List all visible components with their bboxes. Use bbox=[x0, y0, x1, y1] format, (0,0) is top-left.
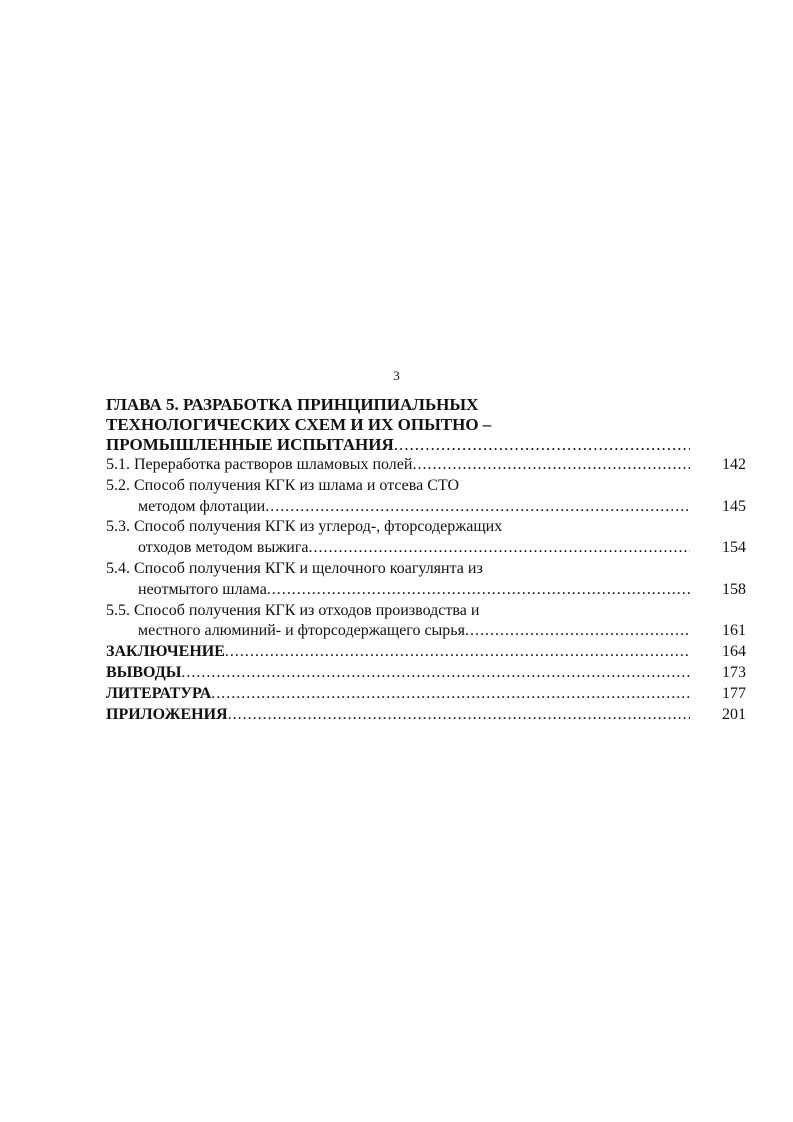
dot-leader bbox=[394, 435, 690, 455]
toc-entry-text: неотмытого шлама bbox=[138, 580, 267, 598]
chapter-title-last-line: ПРОМЫШЛЕННЫЕ ИСПЫТАНИЯ bbox=[106, 435, 394, 454]
table-of-contents bbox=[106, 395, 746, 725]
dot-leader bbox=[465, 621, 690, 642]
toc-entry-text: методом флотации bbox=[138, 497, 266, 515]
dot-leader bbox=[228, 705, 690, 726]
toc-entry-text: 5.1. Переработка растворов шламовых полей bbox=[106, 456, 413, 473]
dot-leader bbox=[181, 663, 690, 684]
chapter-5-entry[interactable] bbox=[106, 435, 746, 455]
toc-entry-findings[interactable] bbox=[106, 663, 746, 684]
toc-page-number: 173 bbox=[722, 663, 746, 681]
dot-leader bbox=[211, 684, 690, 705]
toc-page-number: 158 bbox=[722, 580, 746, 598]
toc-entry-5-5[interactable] bbox=[106, 621, 746, 642]
toc-page-number: 154 bbox=[722, 539, 746, 557]
toc-entry-appendices[interactable] bbox=[106, 705, 746, 726]
dot-leader bbox=[265, 497, 690, 518]
toc-entry-text: ПРИЛОЖЕНИЯ bbox=[106, 705, 228, 723]
toc-entry-5-2[interactable] bbox=[106, 497, 746, 518]
toc-entry-literature[interactable] bbox=[106, 684, 746, 705]
toc-entry-5-3-first-line: 5.3. Способ получения КГК из углерод-, фторсодержащих bbox=[106, 518, 503, 536]
toc-entry-text: ЗАКЛЮЧЕНИЕ bbox=[106, 643, 225, 661]
chapter-title-line: ГЛАВА 5. РАЗРАБОТКА ПРИНЦИПИАЛЬНЫХ bbox=[106, 395, 479, 414]
dot-leader bbox=[412, 455, 690, 476]
toc-entry-5-2-first-line: 5.2. Способ получения КГК из шлама и отсева СТО bbox=[106, 476, 460, 494]
toc-entry-5-1[interactable] bbox=[106, 455, 746, 476]
toc-entry-text: местного алюминий- и фторсодержащего сырья bbox=[138, 622, 465, 640]
toc-entry-conclusion[interactable] bbox=[106, 642, 746, 663]
toc-entry-5-4[interactable] bbox=[106, 580, 746, 601]
dot-leader bbox=[225, 642, 690, 663]
toc-entry-5-3[interactable] bbox=[106, 538, 746, 559]
chapter-5-heading bbox=[106, 395, 746, 435]
dot-leader bbox=[267, 580, 690, 601]
toc-entry-text: ВЫВОДЫ bbox=[106, 663, 182, 681]
toc-page-number: 177 bbox=[722, 684, 746, 702]
toc-entry-text: ЛИТЕРАТУРА bbox=[106, 684, 212, 702]
page-number: 3 bbox=[393, 368, 400, 383]
chapter-title-line: ТЕХНОЛОГИЧЕСКИХ СХЕМ И ИХ ОПЫТНО – bbox=[106, 415, 492, 434]
toc-page-number: 201 bbox=[722, 705, 746, 723]
toc-entry-text: отходов методом выжига bbox=[138, 539, 309, 557]
toc-page-number: 164 bbox=[722, 643, 746, 661]
toc-entry-5-4-first-line: 5.4. Способ получения КГК и щелочного коагулянта из bbox=[106, 559, 483, 577]
toc-page-number: 161 bbox=[722, 622, 746, 640]
toc-entry-5-5-first-line: 5.5. Способ получения КГК из отходов производства и bbox=[106, 601, 480, 619]
dot-leader bbox=[309, 538, 691, 559]
toc-page-number: 145 bbox=[722, 497, 746, 515]
toc-page-number: 142 bbox=[722, 456, 746, 473]
